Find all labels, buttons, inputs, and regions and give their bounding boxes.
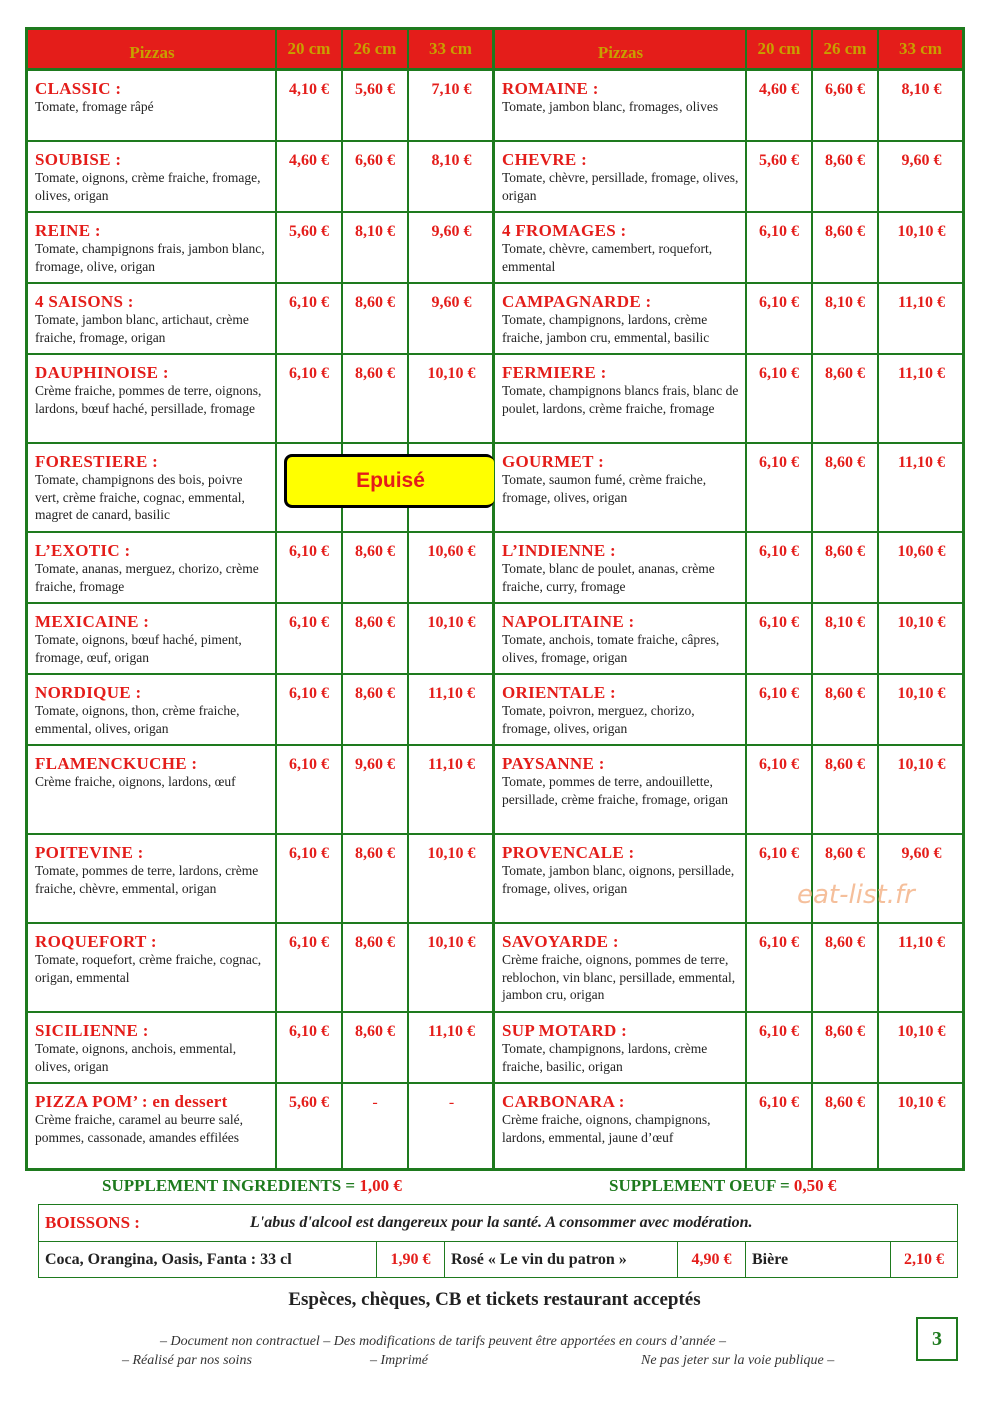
header-pizzas: Pizzas [495, 30, 747, 68]
pizza-cell [28, 213, 277, 282]
price-33cm: 11,10 € [897, 365, 946, 382]
price-33cm: 9,60 € [901, 845, 942, 862]
pizza-cell [495, 675, 747, 744]
pizza-cell [28, 142, 277, 211]
pizza-name: ORIENTALE : [502, 683, 616, 702]
pizza-name: PAYSANNE : [502, 754, 605, 773]
price-26cm: 8,60 € [343, 1013, 409, 1082]
pizza-name: MEXICAINE : [35, 612, 150, 631]
footer-no-litter: Ne pas jeter sur la voie publique – [641, 1353, 835, 1368]
supplement-egg-price: 0,50 € [793, 1176, 837, 1195]
price-33cm: 11,10 € [427, 1023, 476, 1040]
drink-rose-name: Rosé « Le vin du patron » [445, 1242, 678, 1277]
price-33cm: 8,10 € [431, 152, 472, 169]
price-20cm: 6,10 € [277, 746, 343, 833]
price-20cm: 6,10 € [277, 1013, 343, 1082]
pizza-description: Tomate, chèvre, persillade, fromage, olives, origan [502, 170, 739, 203]
pizza-description: Crème fraiche, oignons, lardons, œuf [35, 774, 236, 789]
price-26cm: 8,60 € [813, 444, 879, 531]
header-pizzas: Pizzas [28, 30, 277, 68]
pizza-column-left [28, 30, 495, 1168]
price-33cm: 10,60 € [427, 543, 476, 560]
footer-printed: – Imprimé [370, 1353, 428, 1368]
price-33cm: 10,10 € [427, 365, 476, 382]
price-20cm: 6,10 € [747, 1084, 813, 1168]
pizza-cell [28, 533, 277, 602]
pizza-description: Tomate, pommes de terre, andouillette, persillade, crème fraiche, fromage, origan [502, 774, 729, 807]
pizza-name: POITEVINE : [35, 843, 144, 862]
price-26cm: 6,60 € [813, 71, 879, 140]
pizza-description: Tomate, jambon blanc, artichaut, crème fraiche, fromage, origan [35, 312, 249, 345]
pizza-cell [495, 924, 747, 1011]
pizza-name: REINE : [35, 221, 101, 240]
pizza-description: Tomate, champignons des bois, poivre vert, crème fraiche, cognac, emmental, magret de canard, basilic [35, 472, 245, 522]
price-20cm: 6,10 € [277, 835, 343, 922]
pizza-row [495, 604, 962, 675]
price-26cm: 8,60 € [813, 355, 879, 442]
pizza-description: Tomate, poivron, merguez, chorizo, fromage, olives, origan [502, 703, 695, 736]
pizza-cell [28, 1013, 277, 1082]
price-26cm: 9,60 € [343, 746, 409, 833]
drinks-table [38, 1204, 958, 1278]
price-20cm: 5,60 € [277, 1084, 343, 1168]
pizza-description: Tomate, oignons, crème fraiche, fromage, olives, origan [35, 170, 261, 203]
price-20cm: 4,60 € [277, 142, 343, 211]
pizza-cell [28, 675, 277, 744]
pizza-description: Crème fraiche, caramel au beurre salé, pommes, cassonade, amandes effilées [35, 1112, 243, 1145]
header-20cm: 20 cm [747, 30, 813, 68]
pizza-row [28, 746, 492, 835]
pizza-row [495, 1013, 962, 1084]
drink-soft-name: Coca, Orangina, Oasis, Fanta : 33 cl [39, 1242, 377, 1277]
price-20cm: 6,10 € [277, 533, 343, 602]
pizza-cell [28, 444, 277, 531]
pizza-cell [495, 71, 747, 140]
pizza-description: Tomate, champignons frais, jambon blanc, fromage, olive, origan [35, 241, 265, 274]
price-20cm: 6,10 € [277, 284, 343, 353]
price-33cm: - [448, 1094, 455, 1111]
price-20cm: 6,10 € [747, 444, 813, 531]
pizza-name: 4 FROMAGES : [502, 221, 627, 240]
price-26cm: 8,60 € [343, 355, 409, 442]
pizza-row [28, 71, 492, 142]
pizza-name: FORESTIERE : [35, 452, 159, 471]
pizza-row [495, 533, 962, 604]
pizza-description: Tomate, ananas, merguez, chorizo, crème fraiche, fromage [35, 561, 259, 594]
price-33cm: 11,10 € [897, 294, 946, 311]
pizza-cell [495, 746, 747, 833]
price-20cm: 6,10 € [747, 675, 813, 744]
price-26cm: 8,60 € [813, 675, 879, 744]
pizza-cell [495, 604, 747, 673]
price-33cm: 10,10 € [897, 1023, 946, 1040]
pizza-name: FERMIERE : [502, 363, 607, 382]
pizza-description: Tomate, saumon fumé, crème fraiche, fromage, olives, origan [502, 472, 707, 505]
pizza-row [28, 355, 492, 444]
supplement-ingredients-price: 1,00 € [359, 1176, 402, 1195]
pizza-name: NORDIQUE : [35, 683, 142, 702]
pizza-description: Crème fraiche, pommes de terre, oignons, lardons, bœuf haché, persillade, fromage [35, 383, 262, 416]
pizza-name: ROMAINE : [502, 79, 599, 98]
pizza-name: SAVOYARDE : [502, 932, 619, 951]
price-20cm: 6,10 € [747, 604, 813, 673]
price-20cm: 6,10 € [747, 213, 813, 282]
pizza-row [495, 924, 962, 1013]
pizza-cell [495, 444, 747, 531]
pizza-cell [28, 284, 277, 353]
drinks-header [39, 1205, 957, 1242]
pizza-row [28, 533, 492, 604]
supplement-egg [609, 1176, 836, 1196]
price-26cm: 8,60 € [343, 924, 409, 1011]
header-33cm: 33 cm [899, 39, 942, 58]
price-33cm: 10,10 € [897, 614, 946, 631]
drink-soft-price: 1,90 € [377, 1242, 445, 1277]
price-33cm: 10,10 € [897, 756, 946, 773]
price-26cm: 8,60 € [343, 835, 409, 922]
pizza-row [28, 284, 492, 355]
pizza-row [28, 213, 492, 284]
price-26cm: 8,60 € [343, 604, 409, 673]
price-26cm: 8,10 € [813, 604, 879, 673]
pizza-description: Tomate, oignons, bœuf haché, piment, fromage, œuf, origan [35, 632, 242, 665]
pizza-description: Tomate, anchois, tomate fraiche, câpres, olives, fromage, origan [502, 632, 720, 665]
price-20cm: 6,10 € [747, 924, 813, 1011]
price-33cm: 9,60 € [901, 152, 942, 169]
pizza-row [28, 1084, 492, 1168]
pizza-menu-table [25, 27, 965, 1171]
pizza-row [495, 284, 962, 355]
price-26cm: 8,60 € [343, 675, 409, 744]
footer-disclaimer: – Document non contractuel – Des modifications de tarifs peuvent être apportées en cours d’année – [160, 1334, 726, 1349]
price-26cm: 5,60 € [343, 71, 409, 140]
supplement-ingredients-label: SUPPLEMENT INGREDIENTS = [102, 1176, 360, 1195]
price-33cm: 11,10 € [897, 454, 946, 471]
price-33cm: 8,10 € [901, 81, 942, 98]
pizza-name: CAMPAGNARDE : [502, 292, 652, 311]
payment-methods: Espèces, chèques, CB et tickets restaurant acceptés [288, 1289, 701, 1310]
pizza-row [28, 675, 492, 746]
pizza-description: Tomate, chèvre, camembert, roquefort, emmental [502, 241, 713, 274]
pizza-cell [28, 71, 277, 140]
pizza-row [28, 604, 492, 675]
pizza-cell [28, 355, 277, 442]
alcohol-warning: L'abus d'alcool est dangereux pour la santé. A consommer avec modération. [250, 1214, 753, 1231]
pizza-cell [495, 835, 747, 922]
pizza-description: Tomate, jambon blanc, fromages, olives [502, 99, 719, 114]
pizza-description: Crème fraiche, oignons, pommes de terre, reblochon, vin blanc, persillade, emmental, jambon cru, origan [502, 952, 736, 1002]
pizza-description: Tomate, champignons blancs frais, blanc de poulet, lardons, crème fraiche, fromage [502, 383, 739, 416]
pizza-row [495, 213, 962, 284]
pizza-name: SICILIENNE : [35, 1021, 149, 1040]
pizza-description: Tomate, champignons, lardons, crème fraiche, jambon cru, emmental, basilic [502, 312, 710, 345]
price-26cm: 8,60 € [813, 835, 879, 922]
supplement-ingredients [102, 1176, 402, 1196]
pizza-row [28, 835, 492, 924]
price-20cm: 6,10 € [747, 1013, 813, 1082]
price-33cm: 11,10 € [897, 934, 946, 951]
drinks-title: BOISSONS : [45, 1213, 140, 1232]
price-20cm: 4,10 € [277, 71, 343, 140]
pizza-row [28, 1013, 492, 1084]
price-26cm: 8,60 € [813, 213, 879, 282]
table-header-right [495, 30, 962, 71]
pizza-name: L’INDIENNE : [502, 541, 616, 560]
price-20cm: 6,10 € [747, 355, 813, 442]
price-33cm: 11,10 € [427, 685, 476, 702]
price-26cm: 6,60 € [343, 142, 409, 211]
pizza-description: Tomate, oignons, anchois, emmental, olives, origan [35, 1041, 237, 1074]
price-33cm: 11,10 € [427, 756, 476, 773]
price-20cm: 4,60 € [747, 71, 813, 140]
sold-out-badge: Epuisé [284, 454, 494, 508]
price-20cm: 6,10 € [747, 835, 813, 922]
pizza-cell [28, 604, 277, 673]
pizza-description: Crème fraiche, oignons, champignons, lardons, emmental, jaune d’œuf [502, 1112, 711, 1145]
pizza-name: CLASSIC : [35, 79, 122, 98]
pizza-description: Tomate, roquefort, crème fraiche, cognac, origan, emmental [35, 952, 262, 985]
pizza-name: ROQUEFORT : [35, 932, 157, 951]
pizza-row [495, 71, 962, 142]
price-33cm: 10,60 € [897, 543, 946, 560]
pizza-cell [495, 355, 747, 442]
pizza-cell [495, 1013, 747, 1082]
price-26cm: 8,60 € [813, 924, 879, 1011]
header-26cm: 26 cm [343, 30, 409, 68]
pizza-name: GOURMET : [502, 452, 605, 471]
price-20cm: 5,60 € [747, 142, 813, 211]
pizza-cell [495, 142, 747, 211]
pizza-row [495, 355, 962, 444]
pizza-name: PROVENCALE : [502, 843, 635, 862]
pizza-description: Tomate, pommes de terre, lardons, crème fraiche, chèvre, emmental, origan [35, 863, 259, 896]
pizza-row [495, 1084, 962, 1168]
price-33cm: 10,10 € [427, 614, 476, 631]
price-20cm: 6,10 € [747, 284, 813, 353]
pizza-name: FLAMENCKUCHE : [35, 754, 198, 773]
price-20cm: 6,10 € [277, 604, 343, 673]
price-33cm: 7,10 € [431, 81, 472, 98]
price-33cm: 10,10 € [897, 223, 946, 240]
pizza-row [28, 924, 492, 1013]
pizza-name: DAUPHINOISE : [35, 363, 169, 382]
pizza-cell [28, 746, 277, 833]
pizza-description: Tomate, oignons, thon, crème fraiche, emmental, olives, origan [35, 703, 240, 736]
pizza-cell [28, 924, 277, 1011]
price-33cm: 10,10 € [427, 845, 476, 862]
drinks-row [39, 1242, 957, 1277]
price-26cm: 8,60 € [813, 142, 879, 211]
price-20cm: 6,10 € [747, 533, 813, 602]
header-20cm: 20 cm [277, 30, 343, 68]
pizza-cell [28, 835, 277, 922]
price-33cm: 9,60 € [431, 223, 472, 240]
price-26cm: 8,60 € [813, 533, 879, 602]
price-26cm: 8,10 € [343, 213, 409, 282]
header-26cm: 26 cm [813, 30, 879, 68]
pizza-row [28, 444, 492, 533]
price-26cm: 8,10 € [813, 284, 879, 353]
price-20cm: 6,10 € [277, 924, 343, 1011]
pizza-cell [495, 213, 747, 282]
pizza-name: PIZZA POM’ : en dessert [35, 1092, 228, 1111]
price-33cm: 10,10 € [897, 685, 946, 702]
price-26cm: 8,60 € [813, 746, 879, 833]
price-26cm: 8,60 € [343, 533, 409, 602]
price-20cm: 6,10 € [277, 675, 343, 744]
footer-made-by: – Réalisé par nos soins [122, 1353, 252, 1368]
price-20cm: 5,60 € [277, 213, 343, 282]
price-20cm: 6,10 € [747, 746, 813, 833]
price-20cm: 6,10 € [277, 355, 343, 442]
pizza-name: CARBONARA : [502, 1092, 625, 1111]
pizza-name: NAPOLITAINE : [502, 612, 635, 631]
pizza-name: L’EXOTIC : [35, 541, 131, 560]
pizza-cell [495, 533, 747, 602]
pizza-name: SOUBISE : [35, 150, 122, 169]
pizza-row [495, 675, 962, 746]
pizza-description: Tomate, blanc de poulet, ananas, crème fraiche, curry, fromage [502, 561, 715, 594]
price-33cm: 9,60 € [431, 294, 472, 311]
pizza-cell [495, 284, 747, 353]
pizza-description: Tomate, jambon blanc, oignons, persillade, fromage, olives, origan [502, 863, 735, 896]
pizza-cell [495, 1084, 747, 1168]
pizza-column-right [495, 30, 962, 1168]
supplement-egg-label: SUPPLEMENT OEUF = [609, 1176, 794, 1195]
pizza-cell [28, 1084, 277, 1168]
drink-rose-price: 4,90 € [678, 1242, 746, 1277]
pizza-row [495, 142, 962, 213]
pizza-name: CHEVRE : [502, 150, 588, 169]
pizza-name: 4 SAISONS : [35, 292, 134, 311]
pizza-description: Tomate, champignons, lardons, crème fraiche, basilic, origan [502, 1041, 708, 1074]
header-33cm: 33 cm [429, 39, 472, 58]
drink-beer-price: 2,10 € [904, 1250, 944, 1268]
page-number: 3 [916, 1317, 958, 1361]
price-26cm: 8,60 € [343, 284, 409, 353]
pizza-name: SUP MOTARD : [502, 1021, 628, 1040]
price-26cm: - [343, 1084, 409, 1168]
price-26cm: 8,60 € [813, 1084, 879, 1168]
pizza-description: Tomate, fromage râpé [35, 99, 154, 114]
table-header-left [28, 30, 492, 71]
pizza-row [28, 142, 492, 213]
pizza-row [495, 444, 962, 533]
pizza-row [495, 746, 962, 835]
price-33cm: 10,10 € [897, 1094, 946, 1111]
watermark-text: eat-list.fr [797, 880, 915, 910]
price-26cm: 8,60 € [813, 1013, 879, 1082]
drink-beer-name: Bière [746, 1242, 891, 1277]
price-33cm: 10,10 € [427, 934, 476, 951]
